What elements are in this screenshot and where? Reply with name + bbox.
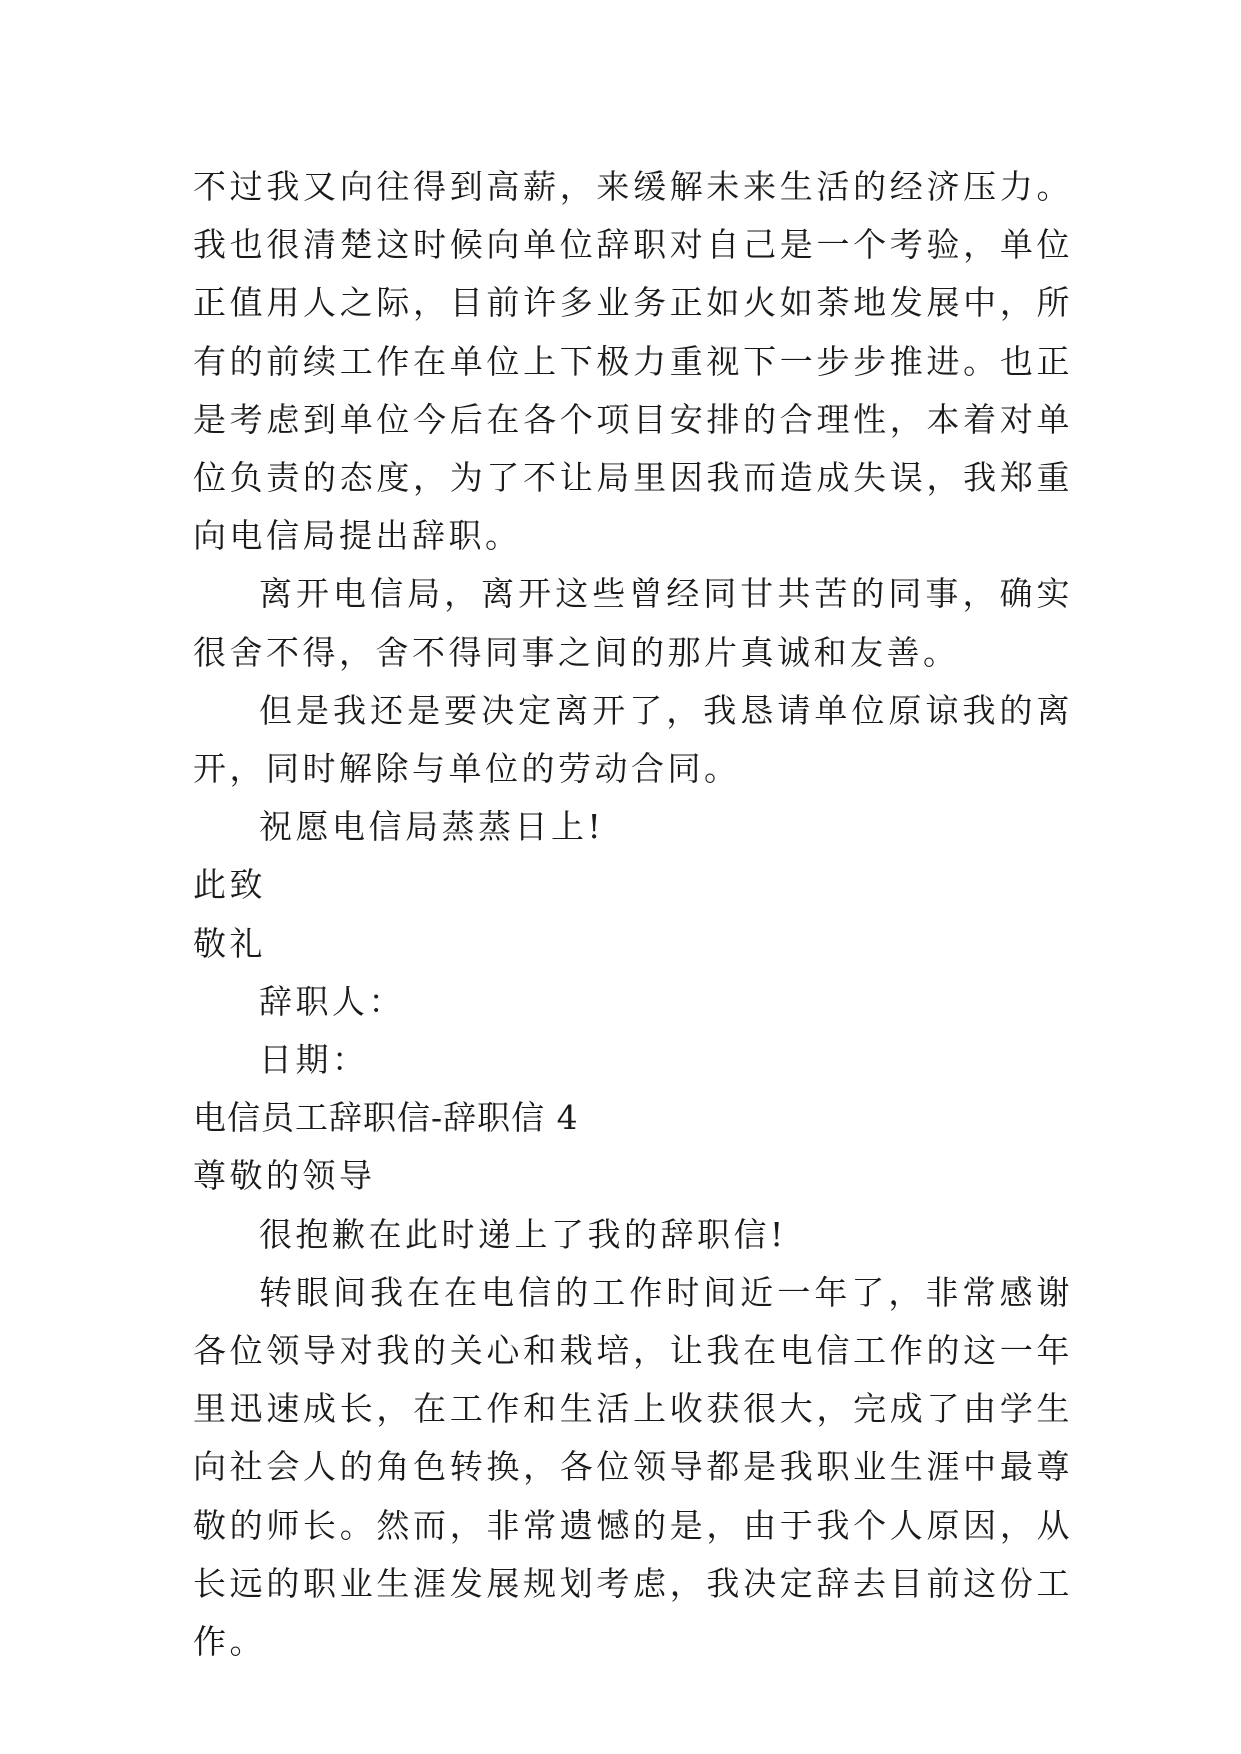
paragraph-wishes: 祝愿电信局蒸蒸日上! xyxy=(259,807,605,847)
paragraph-gratitude: 转眼间我在在电信的工作时间近一年了，非常感谢各位领导对我的关心和栽培，让我在电信工作的这一年里迅速成长，在工作和生活上收获很大，完成了由学生向社会人的角色转换，各位领导都是我职业生涯中最尊敬的师长。然而，非常遗憾的是，由于我个人原因，从长远的职业生涯发展规划考虑，我决定辞去目前这份工作。 xyxy=(193,1272,1073,1662)
closing-regards: 敬礼 xyxy=(193,923,266,963)
paragraph-leaving-colleagues: 离开电信局，离开这些曾经同甘共苦的同事，确实很舍不得，舍不得同事之间的那片真诚和友善。 xyxy=(193,574,1073,672)
closing-salutation: 此致 xyxy=(193,865,266,905)
signature-name-label: 辞职人： xyxy=(259,981,405,1021)
signature-date-label: 日期： xyxy=(259,1040,369,1080)
paragraph-apology: 很抱歉在此时递上了我的辞职信! xyxy=(259,1214,787,1254)
letter-title: 电信员工辞职信-辞职信 4 xyxy=(193,1098,579,1138)
document-body xyxy=(193,158,1073,1671)
paragraph-continued: 不过我又向往得到高薪，来缓解未来生活的经济压力。我也很清楚这时候向单位辞职对自己是一个考验，单位正值用人之际，目前许多业务正如火如荼地发展中，所有的前续工作在单位上下极力重视下一步步推进。也正是考虑到单位今后在各个项目安排的合理性，本着对单位负责的态度，为了不让局里因我而造成失误，我郑重向电信局提出辞职。 xyxy=(193,167,1073,556)
paragraph-decision: 但是我还是要决定离开了，我恳请单位原谅我的离开，同时解除与单位的劳动合同。 xyxy=(193,690,1073,789)
letter-greeting: 尊敬的领导 xyxy=(193,1156,376,1196)
